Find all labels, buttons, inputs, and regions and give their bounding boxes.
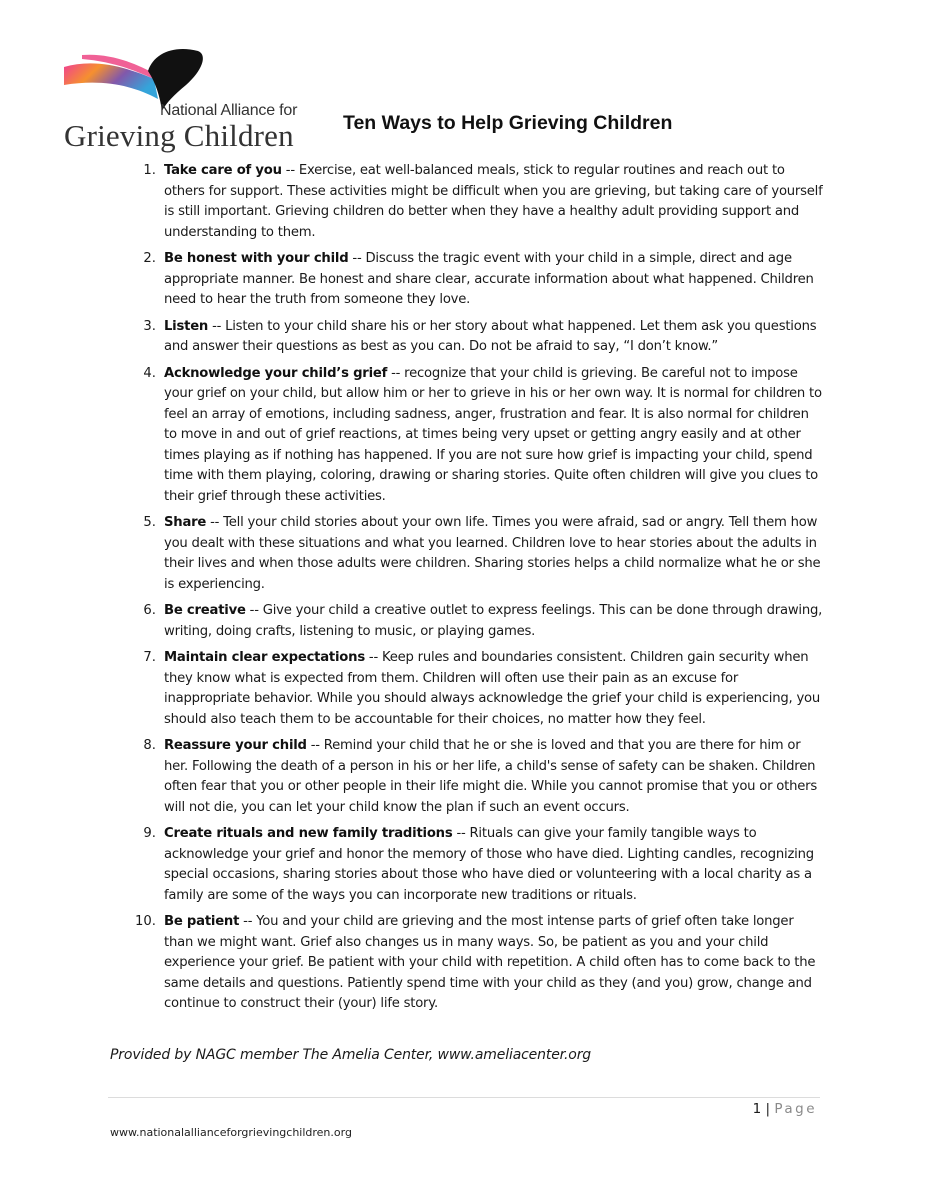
item-body: -- Discuss the tragic event with your child in a simple, direct and age appropriate manner. Be honest and share clear, accurate information about what happened. Children need to hear the truth from someone they love. [164, 251, 814, 307]
item-heading: Listen [164, 318, 209, 334]
item-number: 1. [143, 163, 156, 178]
item-heading: Reassure your child [164, 738, 307, 753]
item-number: 5. [143, 515, 156, 530]
item-heading: Be patient [164, 914, 240, 929]
item-number: 10. [135, 914, 156, 929]
list-item [134, 601, 824, 642]
list-item [134, 317, 824, 358]
provided-by-note: Provided by NAGC member The Amelia Center, www.ameliacenter.org [110, 1047, 592, 1063]
item-heading: Be honest with your child [164, 251, 349, 266]
list-item [134, 736, 824, 818]
page-separator: | [765, 1101, 771, 1117]
item-body: -- recognize that your child is grieving. Be careful not to impose your grief on your child, but allow him or her to grieve in his or her own way. It is normal for children to feel an array of emotions, including sadness, anger, frustration and fear. It is also normal for children to move in and out of grief reactions, at times being very upset or getting angry easily and at other times playing as if nothing has happened. If you are not sure how grief is impacting your child, spend time with them playing, coloring, drawing or sharing stories. Quite often children will give you clues to their grief through these activities. [164, 365, 822, 504]
footer-url: www.nationalallianceforgrievingchildren.org [110, 1126, 352, 1139]
item-heading: Maintain clear expectations [164, 650, 365, 665]
list-item [134, 249, 824, 311]
logo-text-line1: National Alliance for [160, 102, 298, 119]
item-number: 7. [143, 650, 156, 665]
tips-list [134, 161, 824, 1021]
item-heading: Share [164, 515, 207, 530]
nagc-logo [62, 45, 322, 163]
item-body: -- Rituals can give your family tangible ways to acknowledge your grief and honor the memory of those who have died. Lighting candles, recognizing special occasions, sharing stories about those who have died or volunteering with a local charity as a family are some of the ways you can incorporate new traditions or rituals. [164, 826, 814, 903]
item-number: 6. [143, 603, 156, 618]
item-body: -- Listen to your child share his or her story about what happened. Let them ask you questions and answer their questions as best as you can. Do not be afraid to say, “I don’t know.” [164, 318, 817, 354]
item-body: -- You and your child are grieving and the most intense parts of grief often take longer than we might want. Grief also changes us in many ways. So, be patient as you and your child experience your grief. Be patient with your child with repetition. A child often has to come back to the same details and questions. Patiently spend time with your child as they (and you) grow, change and continue to construct their (your) life story. [164, 914, 816, 1011]
page-label: Page [774, 1101, 817, 1117]
item-heading: Take care of you [164, 163, 282, 178]
item-body: -- Keep rules and boundaries consistent. Children gain security when they know what is expected from them. Children will often use their pain as an excuse for inappropriate behavior. While you should always acknowledge the grief your child is experiencing, you should also teach them to be accountable for their choices, no matter how they feel. [164, 650, 821, 727]
list-item [134, 824, 824, 906]
item-number: 9. [143, 826, 156, 841]
page-number-value: 1 [752, 1101, 762, 1117]
footer-divider [108, 1097, 820, 1098]
list-item [134, 648, 824, 730]
item-heading: Create rituals and new family traditions [164, 826, 453, 841]
logo-text-line2: Grieving Children [64, 118, 294, 153]
item-body: -- Exercise, eat well-balanced meals, stick to regular routines and reach out to others for support. These activities might be difficult when you are grieving, but taking care of yourself is still important. Grieving children do better when they have a healthy adult providing support and understanding to them. [164, 163, 823, 240]
item-number: 2. [143, 251, 156, 266]
item-heading: Acknowledge your child’s grief [164, 365, 388, 381]
item-number: 8. [143, 738, 156, 753]
item-body: -- Tell your child stories about your own life. Times you were afraid, sad or angry. Tell them how you dealt with these situations and what you learned. Children love to hear stories about the adults in their lives and when those adults were children. Sharing stories helps a child normalize what he or she is experiencing. [164, 515, 821, 592]
item-number: 4. [143, 365, 156, 381]
list-item [134, 513, 824, 595]
list-item [134, 161, 824, 243]
item-heading: Be creative [164, 603, 246, 618]
item-body: -- Remind your child that he or she is loved and that you are there for him or her. Following the death of a person in his or her life, a child's sense of safety can be shaken. Children often fear that you or other people in their life might die. While you cannot promise that you or others will not die, you can let your child know the plan if such an event occurs. [164, 738, 817, 815]
list-item [134, 912, 824, 1015]
item-number: 3. [143, 318, 156, 334]
page-number [753, 1101, 817, 1117]
page-title: Ten Ways to Help Grieving Children [343, 112, 673, 134]
item-body: -- Give your child a creative outlet to express feelings. This can be done through drawing, writing, doing crafts, listening to music, or playing games. [164, 603, 823, 639]
list-item [134, 364, 824, 508]
